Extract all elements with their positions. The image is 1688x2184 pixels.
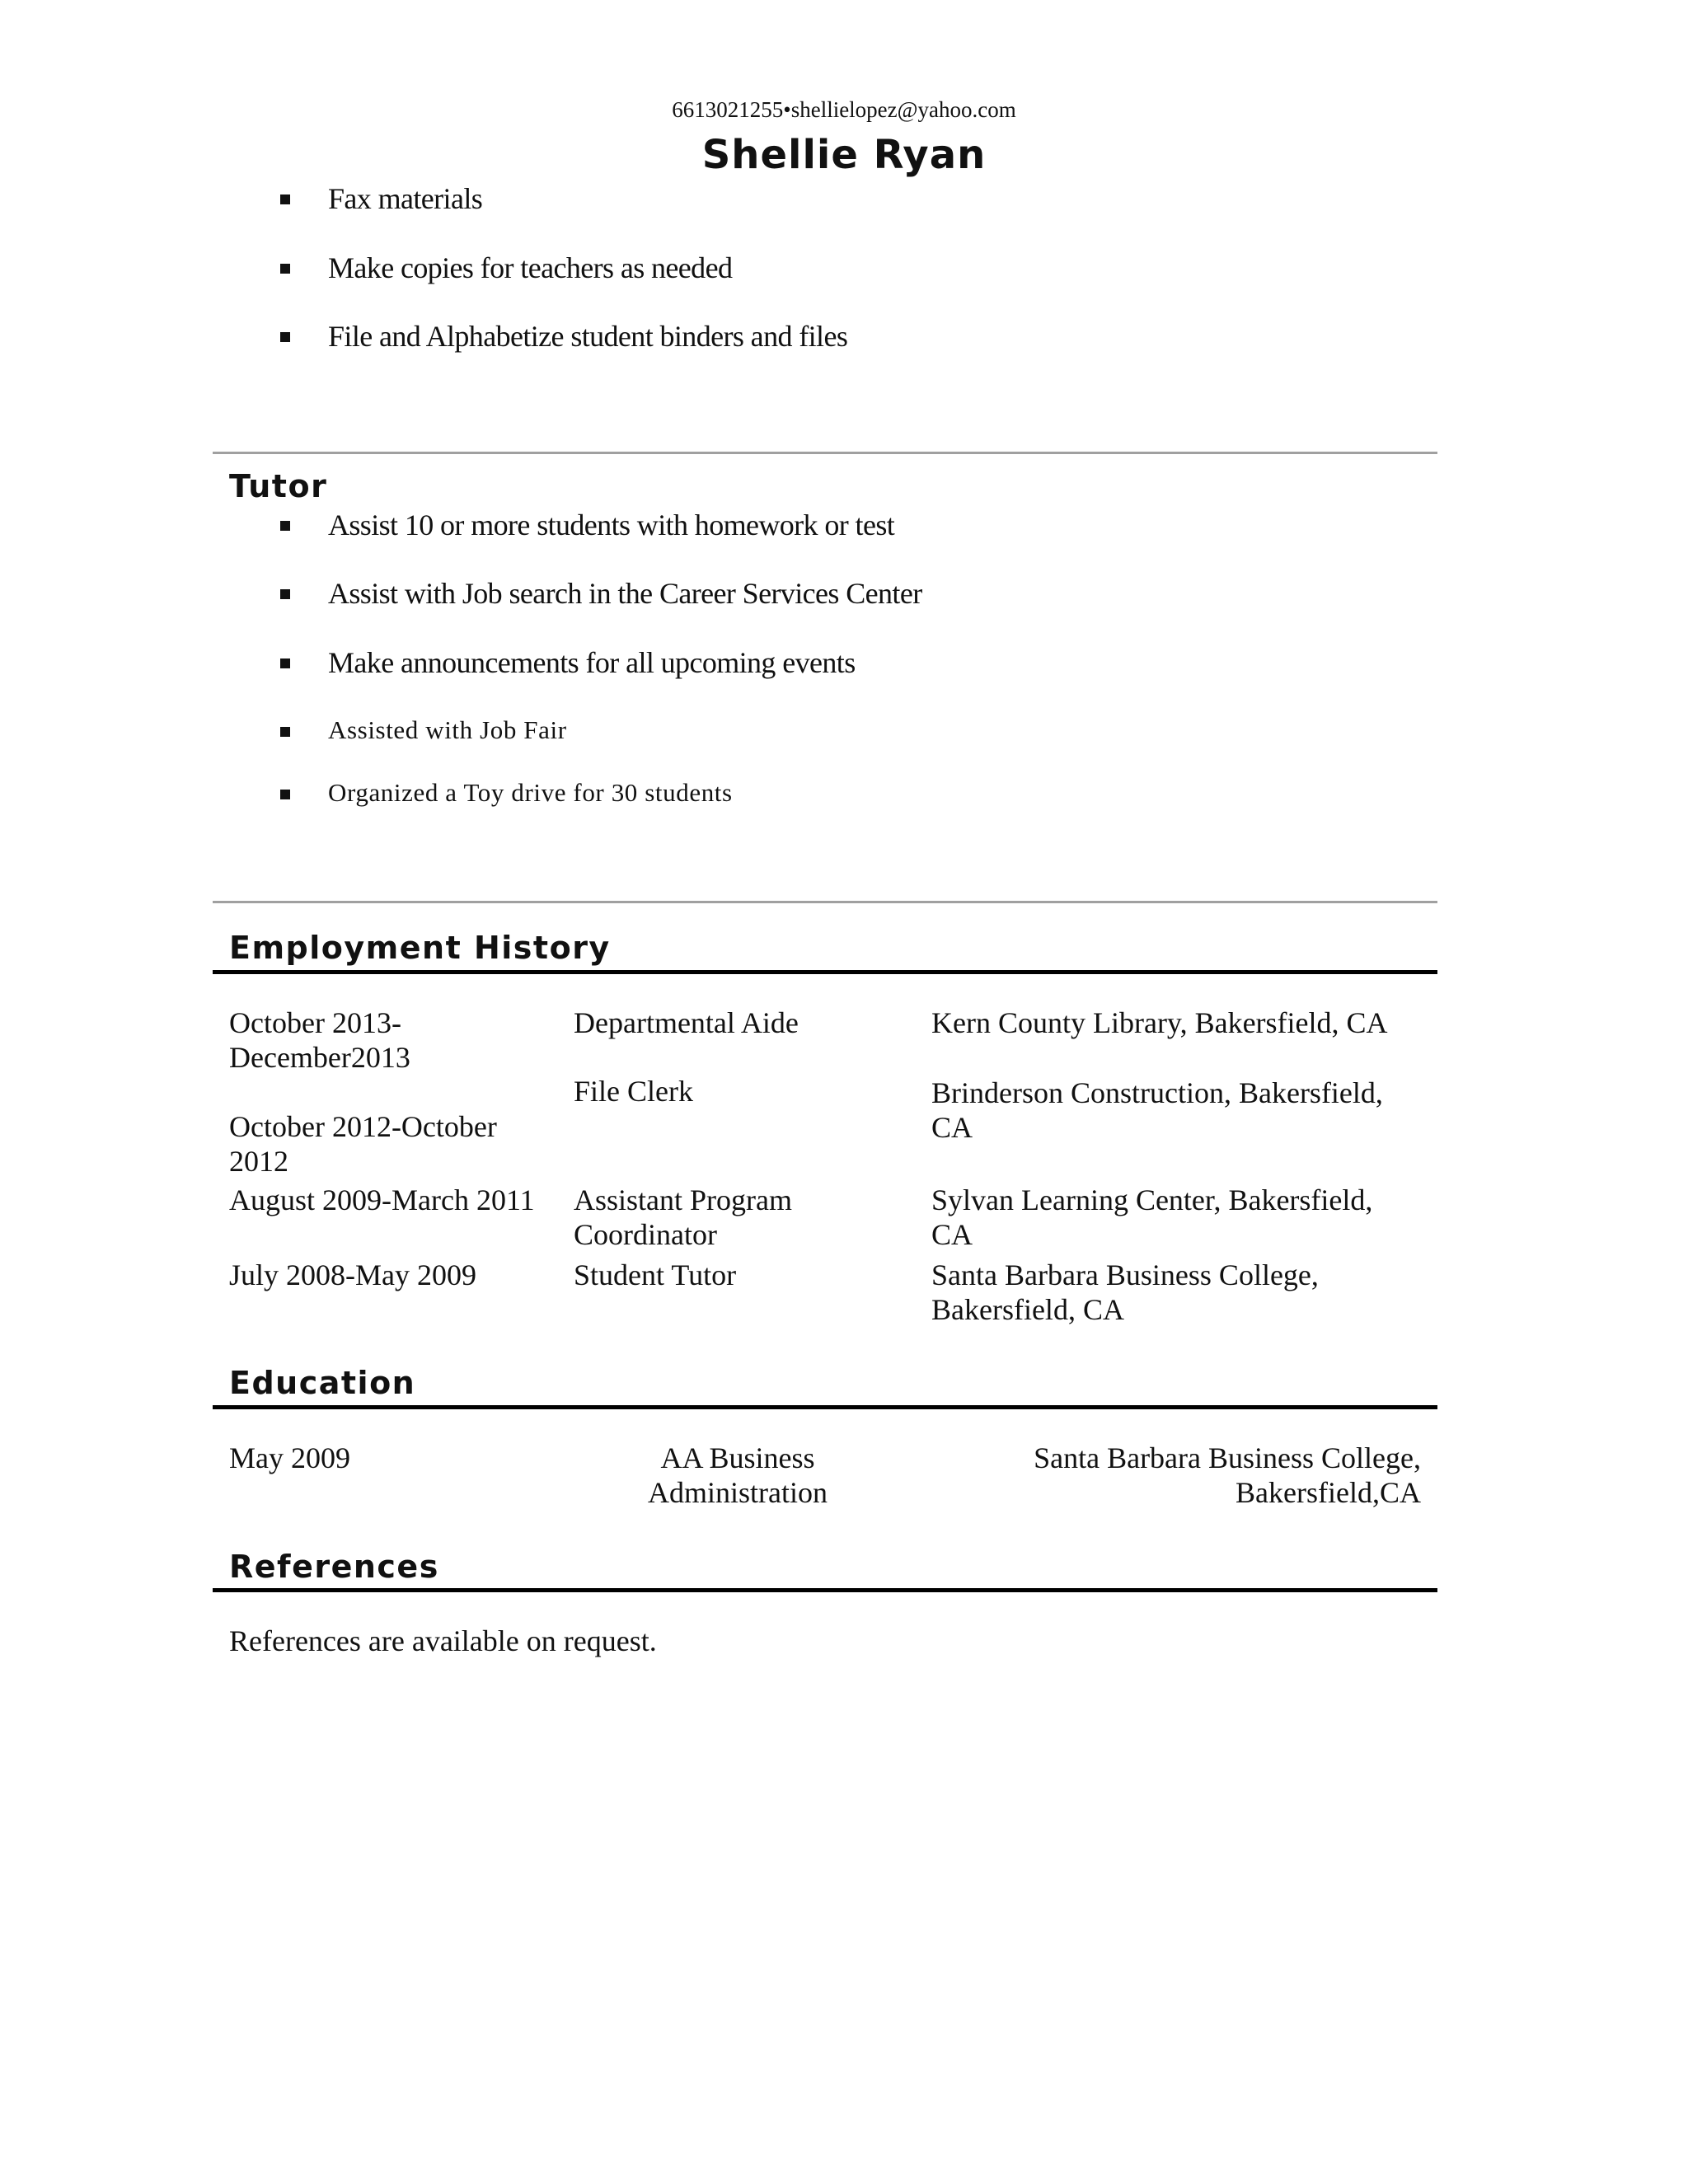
education-date: May 2009 — [229, 1441, 350, 1474]
employment-title: Assistant Program Coordinator — [574, 1183, 792, 1251]
bullet-icon — [280, 264, 290, 274]
employment-dates: October 2012-October 2012 — [229, 1110, 497, 1178]
list-item-text: Assist with Job search in the Career Services Center — [328, 577, 922, 610]
employment-place: Sylvan Learning Center, Bakersfield, CA — [931, 1183, 1373, 1251]
employment-dates: July 2008-May 2009 — [229, 1258, 476, 1291]
education-degree: AA Business Administration — [648, 1441, 828, 1509]
education-school: Santa Barbara Business College, Bakersfield,CA — [1034, 1441, 1421, 1509]
bullet-icon — [280, 194, 290, 204]
bullet-icon — [280, 658, 290, 668]
list-item-text: File and Alphabetize student binders and files — [328, 320, 848, 353]
employment-place: Kern County Library, Bakersfield, CA — [931, 1006, 1388, 1039]
list-item-text: Assisted with Job Fair — [328, 715, 567, 744]
employment-dates: August 2009-March 2011 — [229, 1183, 535, 1216]
list-item-text: Make copies for teachers as needed — [328, 251, 733, 284]
employment-place: Santa Barbara Business College, Bakersfield, CA — [931, 1258, 1319, 1326]
list-item-text: Make announcements for all upcoming events — [328, 646, 856, 679]
employment-title: Departmental Aide — [574, 1006, 799, 1039]
contact-line: 6613021255•shellielopez@yahoo.com — [672, 97, 1016, 122]
references-heading: References — [229, 1549, 439, 1585]
section-divider — [213, 452, 1437, 454]
bullet-icon — [280, 521, 290, 531]
bullet-icon — [280, 790, 290, 799]
section-rule — [213, 1405, 1437, 1409]
bullet-icon — [280, 727, 290, 737]
employment-title: File Clerk — [574, 1075, 693, 1108]
section-rule — [213, 970, 1437, 974]
tutor-heading: Tutor — [229, 468, 328, 504]
list-item-text: Fax materials — [328, 182, 483, 215]
applicant-name: Shellie Ryan — [701, 132, 987, 178]
references-text: References are available on request. — [229, 1624, 657, 1657]
list-item-text: Assist 10 or more students with homework or test — [328, 509, 895, 541]
section-divider — [213, 901, 1437, 903]
employment-dates: October 2013- December2013 — [229, 1006, 410, 1074]
education-heading: Education — [229, 1365, 416, 1401]
employment-place: Brinderson Construction, Bakersfield, CA — [931, 1076, 1383, 1144]
section-rule — [213, 1588, 1437, 1592]
employment-title: Student Tutor — [574, 1258, 737, 1291]
list-item-text: Organized a Toy drive for 30 students — [328, 778, 733, 807]
employment-heading: Employment History — [229, 930, 611, 966]
bullet-icon — [280, 332, 290, 342]
bullet-icon — [280, 589, 290, 599]
